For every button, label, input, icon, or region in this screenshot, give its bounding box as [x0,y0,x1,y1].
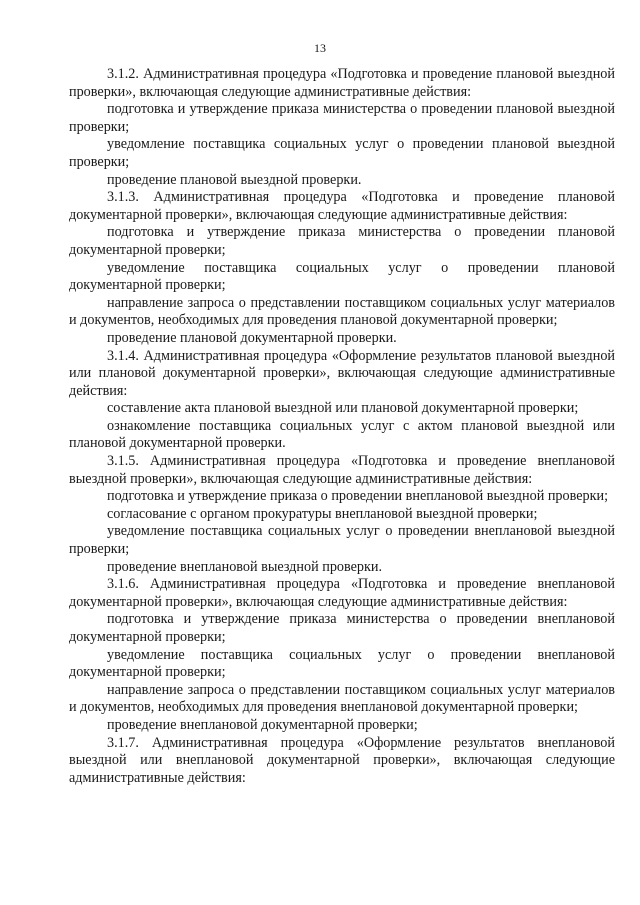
paragraph-3-1-2: 3.1.2. Административная процедура «Подготовка и проведение плановой выездной проверки», включающая следующие административные действия: [69,66,615,100]
page-number: 13 [314,41,326,55]
list-item: согласование с органом прокуратуры внеплановой выездной проверки; [107,505,538,522]
list-item: составление акта плановой выездной или плановой документарной проверки; [107,400,579,417]
paragraph-3-1-6: 3.1.6. Административная процедура «Подготовка и проведение внеплановой документарной проверки», включающая следующие административные действия: [69,576,615,610]
paragraph-3-1-5: 3.1.5. Административная процедура «Подготовка и проведение внеплановой выездной проверки», включающая следующие административные действия: [69,453,615,487]
list-item: ознакомление поставщика социальных услуг с актом плановой выездной или плановой документарной проверки. [69,417,615,452]
paragraph-3-1-3: 3.1.3. Административная процедура «Подготовка и проведение плановой документарной проверки», включающая следующие административные действия: [69,189,615,223]
list-item: уведомление поставщика социальных услуг о проведении плановой выездной проверки; [69,136,615,170]
list-item: проведение внеплановой выездной проверки. [107,558,383,575]
list-item: проведение плановой выездной проверки. [107,171,362,188]
list-item: подготовка и утверждение приказа министерства о проведении плановой документарной проверки; [69,224,615,258]
paragraph-3-1-4: 3.1.4. Административная процедура «Оформление результатов плановой выездной или плановой документарной проверки», включающая следующие административные действия: [69,347,615,399]
paragraph-3-1-7: 3.1.7. Административная процедура «Оформление результатов внеплановой выездной или внеплановой документарной проверки», включающая следующие административные действия: [69,734,615,786]
list-item: уведомление поставщика социальных услуг о проведении внеплановой документарной проверки; [69,646,615,681]
list-item: подготовка и утверждение приказа министерства о проведении внеплановой документарной проверки; [69,611,615,645]
list-item: уведомление поставщика социальных услуг о проведении внеплановой выездной проверки; [69,523,615,558]
list-item: уведомление поставщика социальных услуг о проведении плановой документарной проверки; [69,259,615,294]
list-item: проведение плановой документарной проверки. [107,329,397,346]
list-item: направление запроса о представлении поставщиком социальных услуг материалов и документов, необходимых для проведения плановой документарной проверки; [69,294,615,329]
list-item: подготовка и утверждение приказа о проведении внеплановой выездной проверки; [107,488,609,505]
list-item: подготовка и утверждение приказа министерства о проведении плановой выездной проверки; [69,101,615,135]
list-item: проведение внеплановой документарной проверки; [107,716,418,733]
list-item: направление запроса о представлении поставщиком социальных услуг материалов и документов, необходимых для проведения внеплановой документарной проверки; [69,681,615,716]
document-body [69,66,615,787]
